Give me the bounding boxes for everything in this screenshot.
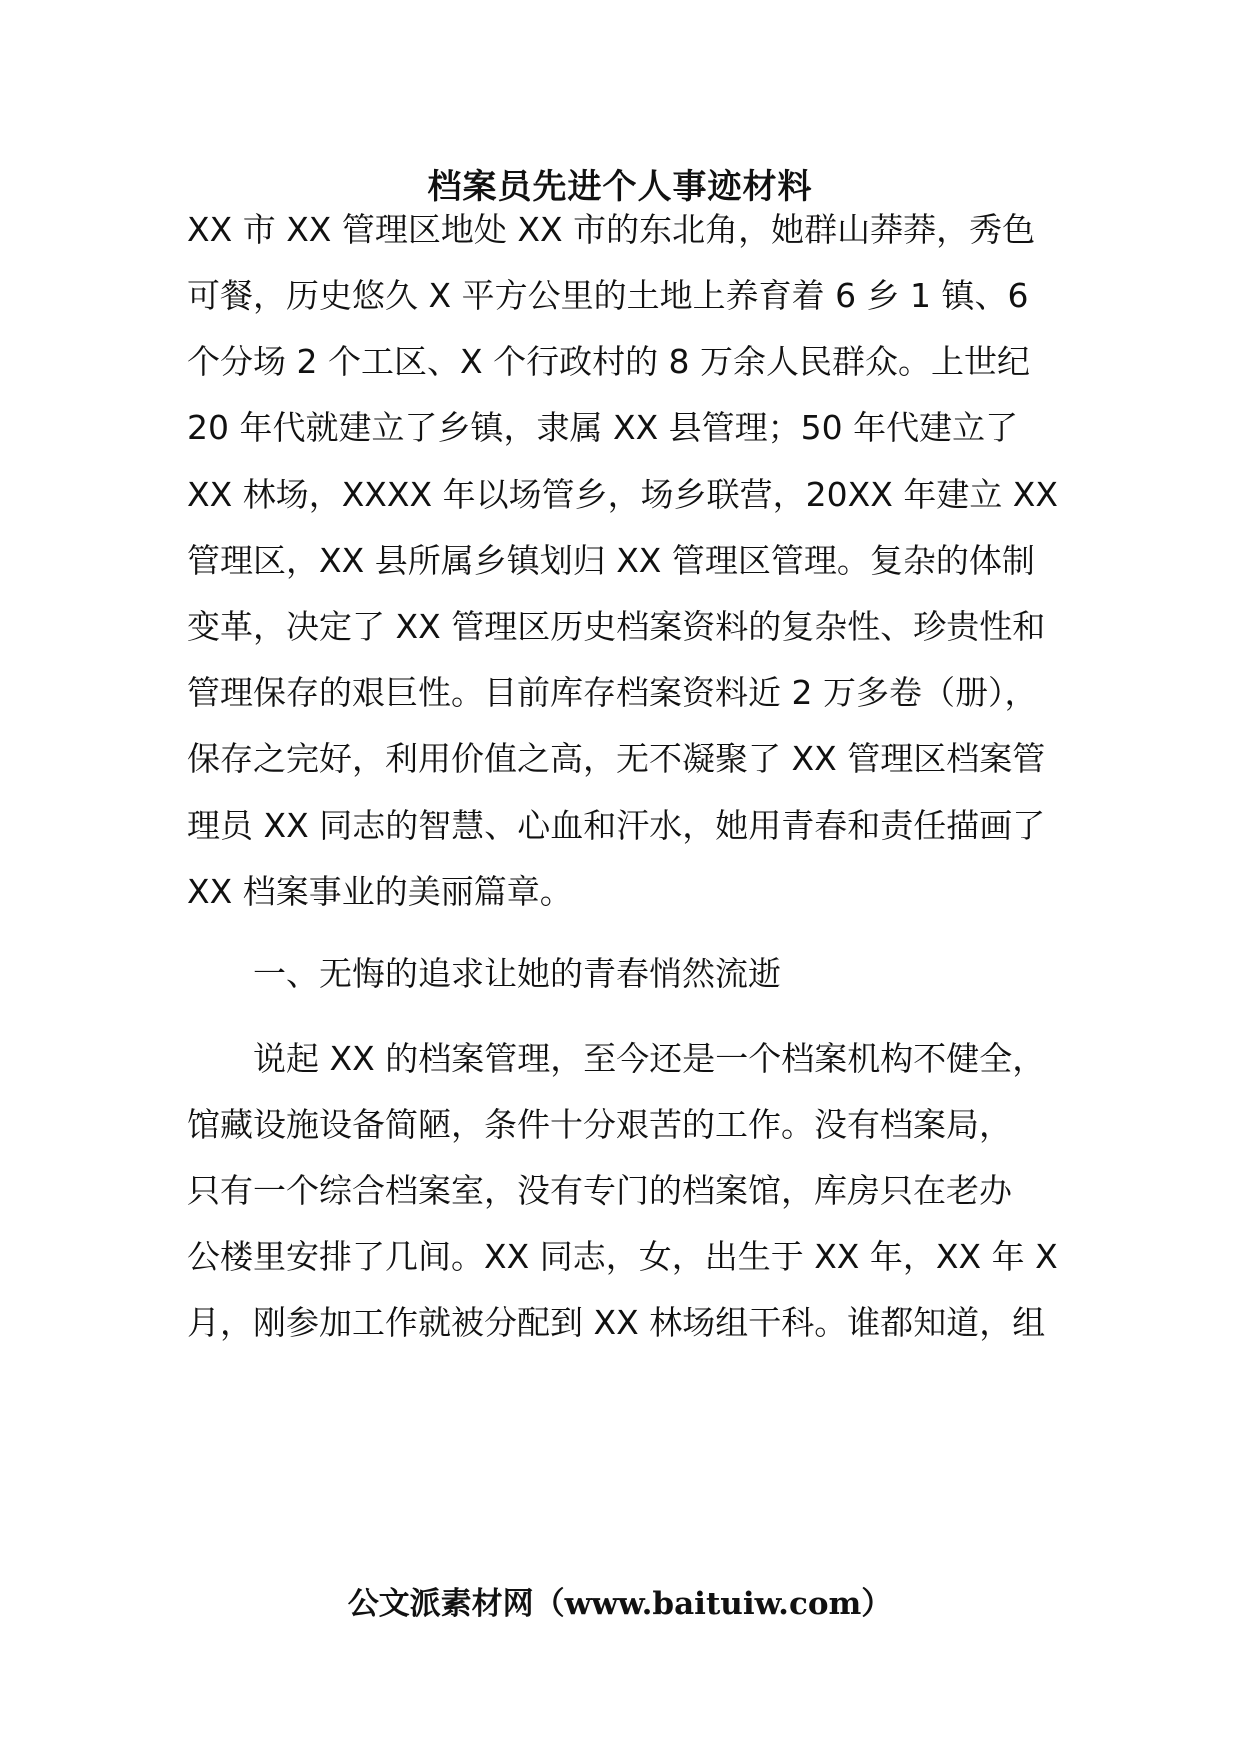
section-heading: 一、无悔的追求让她的青春悄然流逝 <box>253 954 781 993</box>
paragraph-line: XX 市 XX 管理区地处 XX 市的东北角，她群山莽莽，秀色 <box>187 210 1036 249</box>
paragraph-line: 管理区，XX 县所属乡镇划归 XX 管理区管理。复杂的体制 <box>187 541 1035 580</box>
paragraph-line: 说起 XX 的档案管理，至今还是一个档案机构不健全， <box>253 1039 1046 1078</box>
document-title: 档案员先进个人事迹材料 <box>427 167 813 207</box>
paragraph-line: 公楼里安排了几间。XX 同志，女，出生于 XX 年，XX 年 X <box>187 1237 1058 1276</box>
paragraph-line: 管理保存的艰巨性。目前库存档案资料近 2 万多卷（册）， <box>187 673 1038 712</box>
paragraph-line: XX 林场，XXXX 年以场管乡，场乡联营，20XX 年建立 XX <box>187 475 1059 514</box>
paragraph-line: 个分场 2 个工区、X 个行政村的 8 万余人民群众。上世纪 <box>187 342 1031 381</box>
paragraph-line: 只有一个综合档案室，没有专门的档案馆，库房只在老办 <box>187 1171 1012 1210</box>
paragraph-line: XX 档案事业的美丽篇章。 <box>187 872 573 911</box>
paragraph-line: 可餐，历史悠久 X 平方公里的土地上养育着 6 乡 1 镇、6 <box>187 276 1029 315</box>
paragraph-line: 馆藏设施设备简陋，条件十分艰苦的工作。没有档案局， <box>187 1105 1012 1144</box>
paragraph-line: 理员 XX 同志的智慧、心血和汗水，她用青春和责任描画了 <box>187 806 1046 845</box>
paragraph-line: 保存之完好，利用价值之高，无不凝聚了 XX 管理区档案管 <box>187 739 1046 778</box>
paragraph-line: 20 年代就建立了乡镇，隶属 XX 县管理；50 年代建立了 <box>187 408 1019 447</box>
paragraph-line: 月，刚参加工作就被分配到 XX 林场组干科。谁都知道，组 <box>187 1303 1046 1342</box>
page-footer: 公文派素材网（www.baituiw.com） <box>347 1586 893 1622</box>
paragraph-line: 变革，决定了 XX 管理区历史档案资料的复杂性、珍贵性和 <box>187 607 1046 646</box>
